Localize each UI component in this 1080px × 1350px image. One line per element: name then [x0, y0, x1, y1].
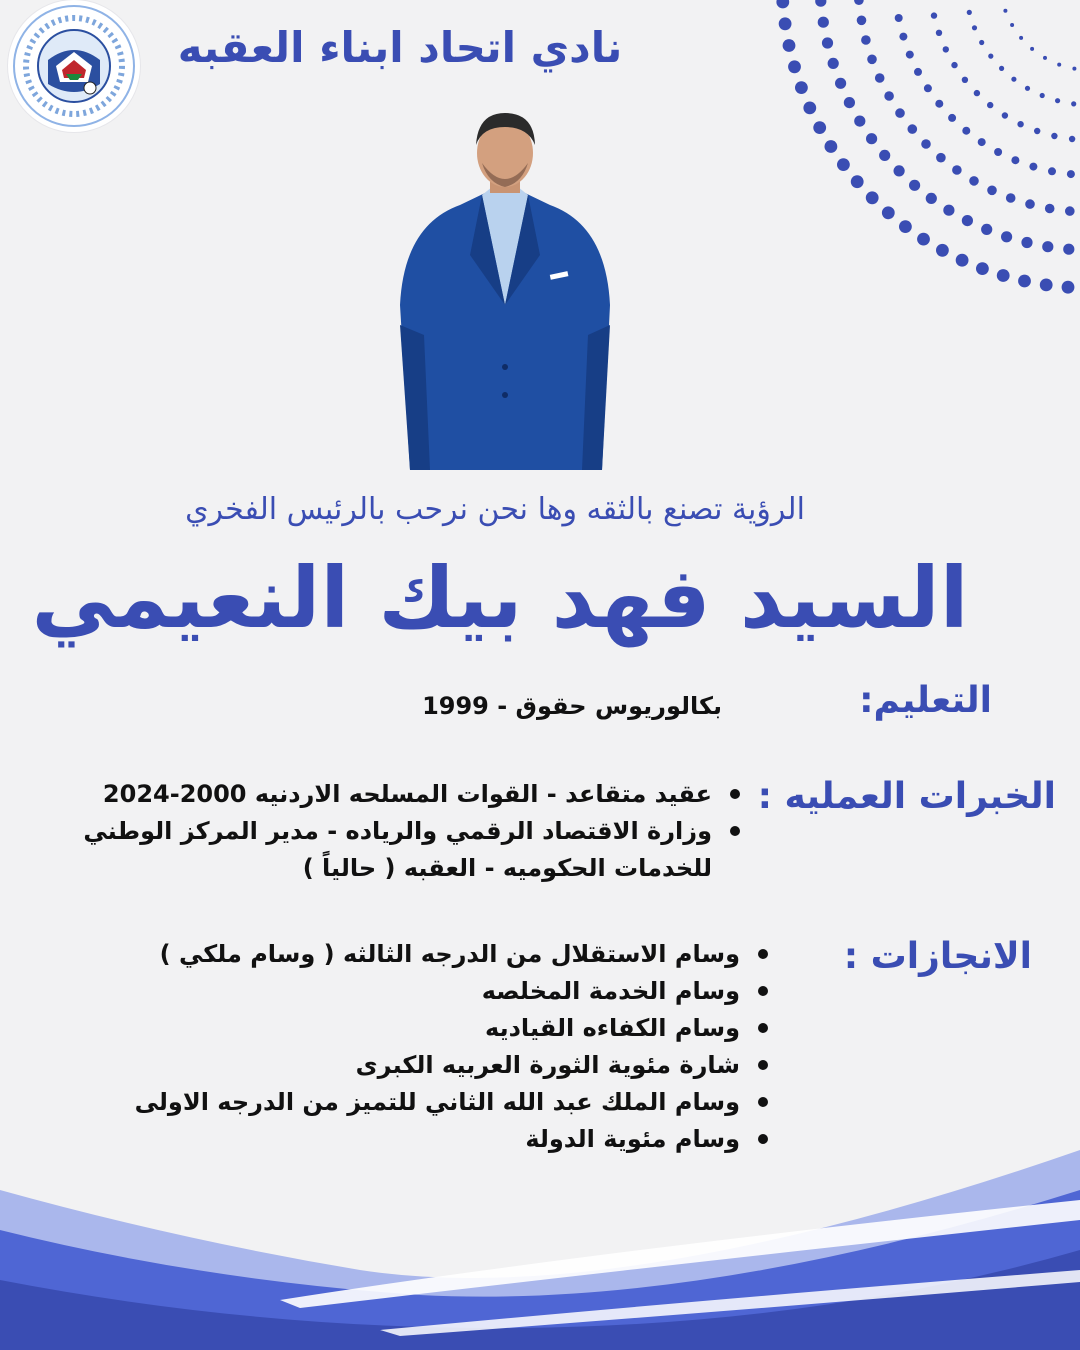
decorative-dot [866, 133, 877, 144]
decorative-dot [1048, 167, 1056, 175]
list-item: وزارة الاقتصاد الرقمي والرياده - مدير المركز الوطني للخدمات الحكوميه - العقبه ( حالياً ) [44, 813, 744, 887]
club-logo [8, 0, 140, 132]
experience-label: الخبرات العمليه : [757, 776, 1056, 817]
decorative-dot [854, 0, 864, 5]
decorative-dot [844, 97, 855, 108]
decorative-dot [972, 25, 977, 30]
decorative-dot [943, 46, 949, 52]
decorative-dot [979, 40, 984, 45]
decorative-dot [828, 58, 839, 69]
decorative-dot [994, 148, 1002, 156]
decorative-dot [866, 191, 879, 204]
decorative-dot [776, 0, 789, 8]
decorative-dot [987, 102, 993, 108]
decorative-dot [935, 100, 943, 108]
wave-decoration [0, 1130, 1080, 1350]
decorative-dot [875, 73, 885, 83]
decorative-dot [822, 37, 833, 48]
decorative-dot [1025, 86, 1030, 91]
decorative-dot [931, 12, 937, 18]
decorative-dot [936, 30, 942, 36]
decorative-dot [1003, 9, 1007, 13]
decorative-dot [914, 68, 922, 76]
decorative-dot [803, 102, 816, 115]
list-item: وسام الكفاءه القياديه [12, 1010, 772, 1047]
decorative-dot [1045, 204, 1055, 214]
welcome-tagline: الرؤية تصنع بالثقه وها نحن نرحب بالرئيس الفخري [185, 492, 805, 527]
dot-pattern-decoration [760, 0, 1080, 310]
decorative-dot [1010, 23, 1014, 27]
decorative-dot [951, 62, 957, 68]
decorative-dot [795, 81, 808, 94]
decorative-dot [978, 138, 986, 146]
decorative-dot [952, 165, 962, 175]
list-item: وسام الخدمة المخلصه [12, 973, 772, 1010]
decorative-dot [879, 150, 890, 161]
decorative-dot [835, 78, 846, 89]
decorative-dot [936, 244, 949, 257]
decorative-dot [997, 269, 1010, 282]
decorative-dot [1055, 98, 1060, 103]
club-title: نادي اتحاد ابناء العقبه [177, 23, 623, 72]
decorative-dot [1011, 77, 1016, 82]
decorative-dot [1018, 275, 1031, 288]
decorative-dot [1034, 128, 1040, 134]
list-item: شارة مئوية الثورة العربيه الكبرى [12, 1047, 772, 1084]
education-label: التعليم: [859, 680, 992, 721]
decorative-dot [815, 0, 826, 7]
decorative-dot [851, 175, 864, 188]
decorative-dot [909, 180, 920, 191]
decorative-dot [921, 139, 931, 149]
decorative-dot [899, 33, 907, 41]
decorative-dot [854, 116, 865, 127]
decorative-dot [988, 54, 993, 59]
decorative-dot [943, 205, 954, 216]
decorative-dot [895, 108, 905, 118]
decorative-dot [861, 35, 871, 45]
decorative-dot [1017, 121, 1023, 127]
president-portrait [390, 105, 620, 470]
decorative-dot [948, 114, 956, 122]
decorative-dot [917, 233, 930, 246]
decorative-dot [1006, 193, 1016, 203]
decorative-dot [924, 84, 932, 92]
decorative-dot [1021, 237, 1032, 248]
decorative-dot [783, 39, 796, 52]
decorative-dot [1043, 56, 1047, 60]
decorative-dot [882, 206, 895, 219]
decorative-dot [906, 51, 914, 59]
decorative-dot [962, 215, 973, 226]
decorative-dot [926, 193, 937, 204]
decorative-dot [1069, 136, 1075, 142]
decorative-dot [1001, 231, 1012, 242]
decorative-dot [1063, 244, 1074, 255]
decorative-dot [867, 55, 877, 65]
decorative-dot [999, 66, 1004, 71]
decorative-dot [1011, 156, 1019, 164]
decorative-dot [1030, 47, 1034, 51]
decorative-dot [779, 17, 792, 30]
decorative-dot [987, 186, 997, 196]
list-item: وسام الاستقلال من الدرجه الثالثه ( وسام ملكي ) [12, 936, 772, 973]
decorative-dot [974, 90, 980, 96]
decorative-dot [1025, 199, 1035, 209]
decorative-dot [825, 140, 838, 153]
list-item: وسام مئوية الدولة [12, 1121, 772, 1158]
list-item: وسام الملك عبد الله الثاني للتميز من الدرجه الاولى [12, 1084, 772, 1121]
decorative-dot [969, 176, 979, 186]
decorative-dot [1067, 170, 1075, 178]
decorative-dot [1002, 112, 1008, 118]
decorative-dot [788, 60, 801, 73]
list-item: عقيد متقاعد - القوات المسلحه الاردنيه 2000-2024 [44, 776, 744, 813]
decorative-dot [895, 14, 903, 22]
decorative-dot [1057, 63, 1061, 67]
decorative-dot [1040, 279, 1053, 292]
decorative-dot [1019, 36, 1023, 40]
decorative-dot [1062, 281, 1075, 294]
experience-list [44, 776, 744, 887]
decorative-dot [962, 77, 968, 83]
decorative-dot [1029, 163, 1037, 171]
decorative-dot [884, 91, 894, 101]
decorative-dot [908, 124, 918, 134]
decorative-dot [1072, 67, 1076, 71]
decorative-dot [894, 165, 905, 176]
decorative-dot [1042, 241, 1053, 252]
decorative-dot [981, 224, 992, 235]
president-name: السيد فهد بيك النعيمي [31, 549, 969, 647]
decorative-dot [936, 153, 946, 163]
decorative-dot [956, 254, 969, 267]
achievements-list [12, 936, 772, 1158]
education-value: بكالوريوس حقوق - 1999 [422, 692, 722, 720]
decorative-dot [1051, 133, 1057, 139]
decorative-dot [1040, 93, 1045, 98]
achievements-label: الانجازات : [843, 936, 1032, 977]
decorative-dot [962, 127, 970, 135]
decorative-dot [1065, 206, 1075, 216]
decorative-dot [818, 17, 829, 28]
decorative-dot [1071, 101, 1076, 106]
decorative-dot [899, 220, 912, 233]
decorative-dot [967, 10, 972, 15]
decorative-dot [813, 121, 826, 134]
decorative-dot [857, 15, 867, 25]
decorative-dot [837, 158, 850, 171]
decorative-dot [976, 262, 989, 275]
